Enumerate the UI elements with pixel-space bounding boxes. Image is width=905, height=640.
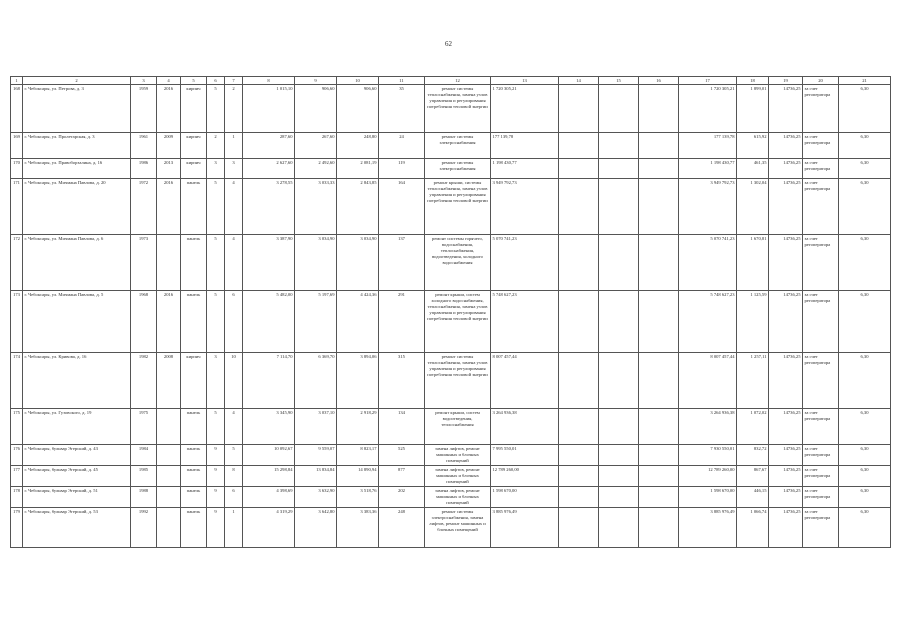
cell-c19: 14736,25 [769, 133, 803, 159]
cell-a3: 2 081,19 [337, 159, 379, 179]
cell-c16 [639, 179, 679, 235]
cell-c20: за счет регоператора [803, 353, 839, 409]
cell-c15 [599, 159, 639, 179]
table-row [11, 409, 891, 445]
cell-c17: 3 885 976,49 [679, 508, 737, 548]
cell-c15 [599, 85, 639, 133]
cell-c17: 5 748 627,23 [679, 291, 737, 353]
header-cell: 9 [295, 77, 337, 85]
cell-c13: 3 885 976,49 [491, 508, 559, 548]
cell-num: 168 [11, 85, 23, 133]
cell-c14 [559, 179, 599, 235]
table-row [11, 159, 891, 179]
cell-c15 [599, 291, 639, 353]
cell-c14 [559, 409, 599, 445]
cell-res: 119 [379, 159, 425, 179]
cell-c13: 177 139,78 [491, 133, 559, 159]
cell-c18: 615,92 [737, 133, 769, 159]
cell-y1: 1968 [131, 291, 157, 353]
cell-work: ремонт крыши, системы теплоснабжения, замена узлов управления и регулирования потребления тепловой энергии [425, 179, 491, 235]
cell-c17: 12 789 260,00 [679, 466, 737, 487]
table-row [11, 353, 891, 409]
cell-mat: панель [181, 466, 207, 487]
cell-c15 [599, 179, 639, 235]
cell-a3: 2 918,29 [337, 409, 379, 445]
header-cell: 20 [803, 77, 839, 85]
cell-fl: 5 [207, 409, 225, 445]
cell-c17: 1 598 670,00 [679, 487, 737, 508]
cell-c16 [639, 466, 679, 487]
cell-num: 179 [11, 508, 23, 548]
cell-mat: панель [181, 291, 207, 353]
cell-a3: 3 518,76 [337, 487, 379, 508]
cell-res: 137 [379, 235, 425, 291]
cell-c17: 3 264 936,38 [679, 409, 737, 445]
cell-c15 [599, 487, 639, 508]
cell-c16 [639, 487, 679, 508]
cell-a1: 4 398,69 [243, 487, 295, 508]
cell-c21: 6,30 [839, 353, 891, 409]
cell-fl: 2 [207, 133, 225, 159]
cell-mat: кирпич [181, 85, 207, 133]
cell-num: 176 [11, 445, 23, 466]
cell-fl: 9 [207, 466, 225, 487]
header-cell: 6 [207, 77, 225, 85]
cell-addr: г. Чебоксары, бульвар Эгерский, д. 43 [23, 445, 131, 466]
cell-a3: 2 843,85 [337, 179, 379, 235]
cell-addr: г. Чебоксары, ул. Мичмана Павлова, д. 6 [23, 235, 131, 291]
cell-fl: 3 [207, 159, 225, 179]
cell-c20: за счет регоператора [803, 291, 839, 353]
cell-addr: г. Чебоксары, ул. Пролетарская, д. 3 [23, 133, 131, 159]
cell-c21: 6,30 [839, 133, 891, 159]
cell-a3: 3 383,36 [337, 508, 379, 548]
cell-c14 [559, 445, 599, 466]
cell-c17: 177 139,78 [679, 133, 737, 159]
cell-c20: за счет регоператора [803, 85, 839, 133]
cell-addr: г. Чебоксары, ул. Петрова, д. 3 [23, 85, 131, 133]
cell-a2: 2 492,60 [295, 159, 337, 179]
cell-res: 291 [379, 291, 425, 353]
cell-c17: 1 198 430,77 [679, 159, 737, 179]
cell-c19: 14736,25 [769, 235, 803, 291]
cell-c21: 6,30 [839, 291, 891, 353]
cell-y1: 1961 [131, 133, 157, 159]
cell-a3: 14 890,94 [337, 466, 379, 487]
table-row [11, 291, 891, 353]
header-cell: 1 [11, 77, 23, 85]
cell-c13: 1 198 430,77 [491, 159, 559, 179]
cell-a2: 3 642,80 [295, 508, 337, 548]
cell-res: 24 [379, 133, 425, 159]
cell-y1: 1985 [131, 466, 157, 487]
table-row [11, 133, 891, 159]
header-cell: 11 [379, 77, 425, 85]
cell-mat: панель [181, 409, 207, 445]
cell-c15 [599, 353, 639, 409]
cell-a2: 3 037,10 [295, 409, 337, 445]
header-cell: 10 [337, 77, 379, 85]
cell-num: 170 [11, 159, 23, 179]
cell-c15 [599, 508, 639, 548]
cell-y2: 2009 [157, 133, 181, 159]
cell-a3: 3 034,90 [337, 235, 379, 291]
cell-c18: 1 670,81 [737, 235, 769, 291]
cell-c14 [559, 85, 599, 133]
cell-c20: за счет регоператора [803, 466, 839, 487]
cell-mat: панель [181, 445, 207, 466]
cell-a2: 13 834,84 [295, 466, 337, 487]
cell-c15 [599, 445, 639, 466]
cell-a3: 4 424,36 [337, 291, 379, 353]
cell-y2 [157, 466, 181, 487]
cell-y2 [157, 409, 181, 445]
header-cell: 17 [679, 77, 737, 85]
cell-work: ремонт крыши, систем водоотведения, теплоснабжения [425, 409, 491, 445]
cell-c16 [639, 508, 679, 548]
cell-addr: г. Чебоксары, ул. Гузовского, д. 19 [23, 409, 131, 445]
cell-c13: 8 007 457,44 [491, 353, 559, 409]
cell-work: ремонт крыши, систем холодного водоснабжения, теплоснабжения, замена узлов управления и регулирования потребления тепловой энергии [425, 291, 491, 353]
cell-c20: за счет регоператора [803, 179, 839, 235]
cell-c16 [639, 445, 679, 466]
cell-addr: г. Чебоксары, ул. Кривова, д. 16 [23, 353, 131, 409]
cell-y2: 2016 [157, 85, 181, 133]
table-row [11, 85, 891, 133]
cell-c20: за счет регоператора [803, 409, 839, 445]
cell-en: 4 [225, 235, 243, 291]
cell-c21: 6,30 [839, 235, 891, 291]
cell-c14 [559, 133, 599, 159]
cell-a2: 267,60 [295, 133, 337, 159]
cell-c16 [639, 291, 679, 353]
cell-c21: 6,30 [839, 508, 891, 548]
cell-mat: панель [181, 235, 207, 291]
cell-res: 134 [379, 409, 425, 445]
header-cell: 3 [131, 77, 157, 85]
cell-c19: 14736,25 [769, 487, 803, 508]
header-cell: 18 [737, 77, 769, 85]
cell-res: 164 [379, 179, 425, 235]
cell-c13: 3 949 792,73 [491, 179, 559, 235]
cell-num: 173 [11, 291, 23, 353]
cell-c19: 14736,25 [769, 466, 803, 487]
table-row [11, 466, 891, 487]
cell-en: 4 [225, 179, 243, 235]
cell-y1: 1973 [131, 235, 157, 291]
cell-c18: 1 066,74 [737, 508, 769, 548]
cell-work: ремонт системы электроснабжения [425, 159, 491, 179]
cell-c21: 6,30 [839, 466, 891, 487]
cell-c21: 6,30 [839, 445, 891, 466]
cell-a3: 906,60 [337, 85, 379, 133]
cell-c16 [639, 353, 679, 409]
cell-c21: 6,30 [839, 487, 891, 508]
cell-y2: 2016 [157, 291, 181, 353]
cell-work: ремонт системы электроснабжения [425, 133, 491, 159]
cell-a1: 3 345,90 [243, 409, 295, 445]
cell-addr: г. Чебоксары, ул. Правоборзалина, д. 16 [23, 159, 131, 179]
cell-c18: 1 302,04 [737, 179, 769, 235]
cell-c14 [559, 487, 599, 508]
cell-c14 [559, 508, 599, 548]
cell-addr: г. Чебоксары, ул. Мичмана Павлова, д. 5 [23, 291, 131, 353]
cell-a1: 15 298,84 [243, 466, 295, 487]
cell-c14 [559, 353, 599, 409]
cell-c15 [599, 409, 639, 445]
cell-a2: 9 559,07 [295, 445, 337, 466]
cell-a1: 4 319,29 [243, 508, 295, 548]
cell-addr: г. Чебоксары, ул. Мичмана Павлова, д. 20 [23, 179, 131, 235]
cell-c19: 14736,25 [769, 85, 803, 133]
cell-num: 171 [11, 179, 23, 235]
cell-y1: 1984 [131, 445, 157, 466]
page-number: 62 [445, 40, 452, 48]
cell-c18: 1 257,11 [737, 353, 769, 409]
cell-mat: кирпич [181, 353, 207, 409]
cell-work: ремонт системы горячего, водоснабжения, теплоснабжения, водоотведения, холодного водоснабжения [425, 235, 491, 291]
cell-c18: 446,15 [737, 487, 769, 508]
cell-c14 [559, 159, 599, 179]
cell-en: 2 [225, 85, 243, 133]
header-cell: 7 [225, 77, 243, 85]
cell-c13: 1 720 305,21 [491, 85, 559, 133]
cell-c18: 1 899,01 [737, 85, 769, 133]
cell-c13: 12 789 260,00 [491, 466, 559, 487]
cell-en: 6 [225, 291, 243, 353]
cell-y1: 1975 [131, 409, 157, 445]
cell-y1: 1986 [131, 159, 157, 179]
cell-c19: 14736,25 [769, 445, 803, 466]
cell-mat: кирпич [181, 159, 207, 179]
cell-num: 175 [11, 409, 23, 445]
cell-a1: 3 278,55 [243, 179, 295, 235]
header-cell: 2 [23, 77, 131, 85]
cell-a2: 3 034,90 [295, 235, 337, 291]
cell-a1: 10 092,67 [243, 445, 295, 466]
cell-c19: 14736,25 [769, 508, 803, 548]
cell-res: 35 [379, 85, 425, 133]
repair-program-table [10, 76, 891, 548]
cell-en: 3 [225, 159, 243, 179]
cell-fl: 5 [207, 291, 225, 353]
cell-c13: 1 598 670,00 [491, 487, 559, 508]
cell-c15 [599, 466, 639, 487]
cell-c19: 14736,25 [769, 353, 803, 409]
cell-c21: 6,30 [839, 159, 891, 179]
table-row [11, 179, 891, 235]
cell-y1: 1959 [131, 85, 157, 133]
cell-c14 [559, 291, 599, 353]
cell-c17: 5 070 741,23 [679, 235, 737, 291]
cell-c13: 7 995 550,01 [491, 445, 559, 466]
cell-mat: панель [181, 179, 207, 235]
cell-c17: 1 720 305,21 [679, 85, 737, 133]
cell-a2: 5 197,69 [295, 291, 337, 353]
cell-y1: 1982 [131, 353, 157, 409]
cell-c21: 6,30 [839, 179, 891, 235]
cell-y1: 1988 [131, 487, 157, 508]
cell-a1: 7 114,70 [243, 353, 295, 409]
cell-work: замена лифтов, ремонт машинных и блочных помещений [425, 445, 491, 466]
cell-num: 178 [11, 487, 23, 508]
cell-mat: кирпич [181, 133, 207, 159]
cell-fl: 3 [207, 353, 225, 409]
cell-c18: 832,72 [737, 445, 769, 466]
cell-en: 1 [225, 508, 243, 548]
cell-work: ремонт системы теплоснабжения, замена узлов управления и регулирования потребления тепловой энергии [425, 353, 491, 409]
cell-c18: 867,67 [737, 466, 769, 487]
cell-c20: за счет регоператора [803, 508, 839, 548]
cell-fl: 5 [207, 85, 225, 133]
header-cell: 15 [599, 77, 639, 85]
header-cell: 5 [181, 77, 207, 85]
cell-a1: 5 482,00 [243, 291, 295, 353]
cell-a2: 3 033,33 [295, 179, 337, 235]
header-cell: 8 [243, 77, 295, 85]
cell-en: 5 [225, 445, 243, 466]
cell-res: 877 [379, 466, 425, 487]
cell-c21: 6,30 [839, 409, 891, 445]
cell-y1: 1972 [131, 179, 157, 235]
cell-c18: 1 125,59 [737, 291, 769, 353]
cell-c21: 6,30 [839, 85, 891, 133]
cell-a3: 248,80 [337, 133, 379, 159]
cell-c19: 14736,25 [769, 291, 803, 353]
cell-num: 172 [11, 235, 23, 291]
cell-en: 4 [225, 409, 243, 445]
cell-a3: 3 894,06 [337, 353, 379, 409]
cell-num: 169 [11, 133, 23, 159]
cell-fl: 5 [207, 179, 225, 235]
header-cell: 4 [157, 77, 181, 85]
header-cell: 19 [769, 77, 803, 85]
cell-c19: 14736,25 [769, 409, 803, 445]
header-row [11, 77, 891, 85]
cell-c19: 14736,25 [769, 159, 803, 179]
cell-a1: 2 627,60 [243, 159, 295, 179]
cell-mat: панель [181, 508, 207, 548]
cell-mat: панель [181, 487, 207, 508]
cell-c20: за счет регоператора [803, 445, 839, 466]
cell-c19: 14736,25 [769, 179, 803, 235]
cell-en: 1 [225, 133, 243, 159]
cell-c15 [599, 133, 639, 159]
cell-a2: 906,60 [295, 85, 337, 133]
cell-c14 [559, 466, 599, 487]
cell-c20: за счет регоператора [803, 235, 839, 291]
cell-a1: 3 387,90 [243, 235, 295, 291]
cell-work: ремонт системы электроснабжения, замена лифтов, ремонт машинных и блочных помещений [425, 508, 491, 548]
cell-y2: 2013 [157, 159, 181, 179]
table-row [11, 508, 891, 548]
table-row [11, 445, 891, 466]
cell-num: 174 [11, 353, 23, 409]
cell-addr: г. Чебоксары, бульвар Эгерский, д. 53 [23, 508, 131, 548]
cell-y2: 2008 [157, 353, 181, 409]
cell-work: замена лифтов, ремонт машинных и блочных помещений [425, 466, 491, 487]
cell-c13: 5 748 627,23 [491, 291, 559, 353]
cell-c18: 1 072,02 [737, 409, 769, 445]
cell-a1: 1 015,10 [243, 85, 295, 133]
cell-en: 8 [225, 466, 243, 487]
header-cell: 14 [559, 77, 599, 85]
header-cell: 21 [839, 77, 891, 85]
cell-fl: 9 [207, 508, 225, 548]
cell-c13: 3 264 936,38 [491, 409, 559, 445]
cell-res: 248 [379, 508, 425, 548]
cell-fl: 5 [207, 235, 225, 291]
cell-c20: за счет регоператора [803, 487, 839, 508]
cell-fl: 9 [207, 445, 225, 466]
header-cell: 13 [491, 77, 559, 85]
cell-c16 [639, 159, 679, 179]
header-cell: 12 [425, 77, 491, 85]
cell-c17: 3 949 792,73 [679, 179, 737, 235]
cell-fl: 9 [207, 487, 225, 508]
cell-a3: 8 823,17 [337, 445, 379, 466]
cell-c20: за счет регоператора [803, 133, 839, 159]
cell-en: 6 [225, 487, 243, 508]
cell-c17: 7 930 550,01 [679, 445, 737, 466]
cell-res: 202 [379, 487, 425, 508]
cell-c18: 461,35 [737, 159, 769, 179]
header-cell: 16 [639, 77, 679, 85]
cell-addr: г. Чебоксары, бульвар Эгерский, д. 51 [23, 487, 131, 508]
cell-en: 10 [225, 353, 243, 409]
cell-addr: г. Чебоксары, бульвар Эгерский, д. 45 [23, 466, 131, 487]
cell-c16 [639, 85, 679, 133]
cell-c15 [599, 235, 639, 291]
cell-y2 [157, 487, 181, 508]
cell-a2: 3 632,90 [295, 487, 337, 508]
cell-c16 [639, 133, 679, 159]
cell-num: 177 [11, 466, 23, 487]
cell-work: ремонт системы теплоснабжения, замена узлов управления и регулирования потребления тепловой энергии [425, 85, 491, 133]
cell-c20: за счет регоператора [803, 159, 839, 179]
cell-y2 [157, 508, 181, 548]
cell-y2 [157, 445, 181, 466]
cell-work: замена лифтов, ремонт машинных и блочных помещений [425, 487, 491, 508]
cell-y1: 1992 [131, 508, 157, 548]
cell-res: 315 [379, 353, 425, 409]
cell-a2: 6 369,70 [295, 353, 337, 409]
cell-y2 [157, 235, 181, 291]
cell-c16 [639, 235, 679, 291]
cell-c13: 5 070 741,23 [491, 235, 559, 291]
cell-c14 [559, 235, 599, 291]
cell-c17: 8 007 457,44 [679, 353, 737, 409]
cell-a1: 287,60 [243, 133, 295, 159]
table-row [11, 487, 891, 508]
cell-y2: 2016 [157, 179, 181, 235]
table-row [11, 235, 891, 291]
cell-res: 525 [379, 445, 425, 466]
cell-c16 [639, 409, 679, 445]
